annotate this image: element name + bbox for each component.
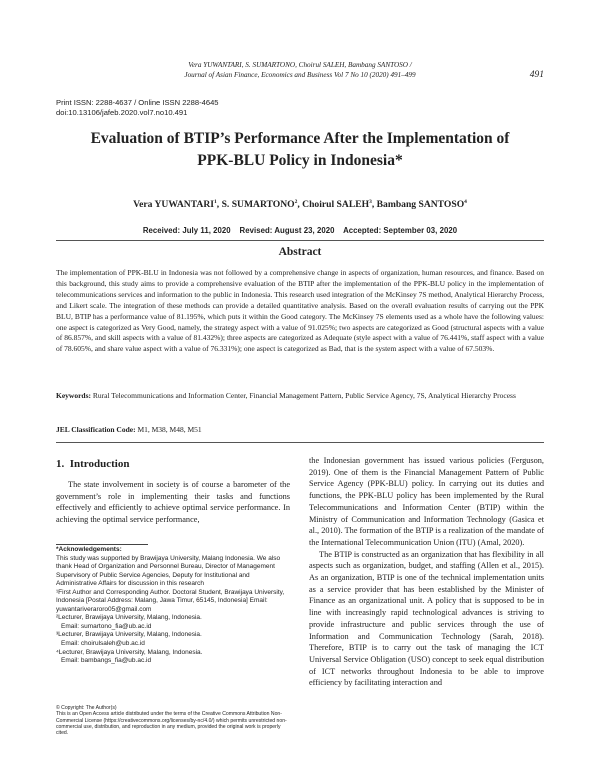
page-number: 491 — [529, 70, 544, 80]
introduction-paragraph-left: The state involvement in society is of course a barometer of the government’s role in implementing their tasks and functions effectively and efficiently to achieve optimal service performance. In achieving the optimal service performance, — [56, 480, 290, 525]
section-heading-introduction: 1. Introduction — [56, 458, 130, 470]
keywords-label: Keywords: — [56, 391, 91, 400]
footnote-author-1: ¹First Author and Corresponding Author. Doctoral Student, Brawijaya University, Indonesia [Postal Address: Malang, Jawa Timur, 65145, Indonesia] Email: yuwantariveraroro05@gmail.com — [56, 588, 285, 613]
author-affiliation-mark: 2 — [294, 199, 298, 205]
introduction-paragraph-right-2: The BTIP is constructed as an organization that has flexibility in all aspects such as organization, budget, and staffing (Allen et al., 2015). As an organization, BTIP is one of the technical implementation units as a service provider that has been established by the Minister of Finance as an organizational unit. A policy that is supposed to be in line with increasingly rapid technological advances is striving to provide infrastructure and public services through the use of Information and Communication Technology (Sarah, 2018). Therefore, BTIP is to carry out the task of managing the ICT Universal Service Obligation (USO) concept to seek equal distribution of ICT networks throughout Indonesia to be able to improve efficiency by facilitating interaction and — [309, 549, 544, 688]
author-name: Bambang SANTOSO — [376, 199, 465, 211]
issn-block — [56, 98, 219, 118]
submission-dates: Received: July 11, 2020 Revised: August 23, 2020 Accepted: September 03, 2020 — [142, 226, 458, 235]
copyright-line: © Copyright: The Author(s) — [56, 705, 117, 711]
dates-divider — [56, 240, 544, 241]
author-name: Choirul SALEH — [302, 199, 370, 211]
running-head — [140, 60, 460, 80]
jel-divider — [56, 442, 544, 443]
jel-codes: M1, M38, M48, M51 — [137, 425, 202, 434]
footnote-author-4: ⁴Lecturer, Brawijaya University, Malang, Indonesia. — [56, 648, 203, 656]
author-name: S. SUMARTONO — [221, 199, 295, 211]
footnote-author-2-email: Email: sumartono_fia@ub.ac.id — [61, 622, 152, 630]
running-head-authors: Vera YUWANTARI, S. SUMARTONO, Choirul SALEH, Bambang SANTOSO / — [188, 61, 412, 69]
doi-line: doi:10.13106/jafeb.2020.vol7.no10.491 — [56, 108, 188, 117]
introduction-paragraph-right-1: the Indonesian government has issued various policies (Ferguson, 2019). One of them is the Financial Management Pattern of Public Service Agency (PPK-BLU) policy. In carrying out its duties and functions, the PPK-BLU policy has been implemented by the Rural Telecommunications and Information Center (BTIP) within the Ministry of Communication and Information Technology (Gasica et al., 2010). The formation of the BTIP is a realization of the mandate of the International Telecommunication Union (ITU) (Amal, 2020). — [309, 456, 545, 547]
acknowledgements-title: *Acknowledgements: — [56, 546, 122, 553]
license-text: This is an Open Access article distributed under the terms of the Creative Commons Attribution Non-Commercial License (https://creativecommons.org/licenses/by-nc/4.0/) which permits unrestricted non-commercial use, distribution, and reproduction in any medium, provided the original work is properly cited. — [56, 711, 287, 737]
footnote-author-3-email: Email: choirulsaleh@ub.ac.id — [61, 640, 145, 648]
footnote-author-2: ²Lecturer, Brawijaya University, Malang, Indonesia. — [56, 614, 202, 622]
footnote-author-3: ³Lecturer, Brawijaya University, Malang, Indonesia. — [56, 631, 202, 639]
abstract-heading: Abstract — [278, 246, 322, 258]
copyright-notice — [56, 705, 290, 736]
author-affiliation-mark: 1 — [214, 199, 217, 205]
paper-title-line-2: PPK-BLU Policy in Indonesia* — [197, 152, 403, 169]
author-list: Vera YUWANTARI$^1$, S. SUMARTONO$^2$, Choirul SALEH$^3$, Bambang SANTOSO$^4$ — [133, 199, 467, 211]
introduction-right-column — [309, 455, 544, 689]
running-head-journal: Journal of Asian Finance, Economics and Business Vol 7 No 10 (2020) 491–499 — [184, 71, 416, 79]
paper-title-line-1: Evaluation of BTIP’s Performance After the Implementation of — [90, 130, 510, 147]
jel-classification — [56, 425, 544, 436]
acknowledgements-text: This study was supported by Brawijaya University, Malang Indonesia. We also thank Head of Organization and Personnel Bureau, Director of Management Supervisory of Public Service Agencies, Deputy for Institutional and Administrative Affairs for discussion in this research — [56, 554, 281, 588]
footnotes — [56, 546, 290, 666]
author-affiliation-mark: 4 — [464, 199, 467, 205]
paper-title — [56, 128, 544, 172]
jel-label: JEL Classification Code: — [56, 425, 136, 434]
keywords-text: Rural Telecommunications and Information Center, Financial Management Pattern, Public Service Agency, 7S, Analytical Hierarchy Process — [92, 391, 516, 400]
issn-line: Print ISSN: 2288-4637 / Online ISSN 2288-4645 — [56, 98, 219, 107]
footnote-divider — [56, 544, 148, 545]
abstract-text: The implementation of PPK-BLU in Indonesia was not followed by a comprehensive change in aspects of organization, human resources, and finance. Based on this background, this study aims to provide a comprehensive evaluation of the BTIP after the implementation of the PPK-BLU policy in the implementation of telecommunications services and information to the public in Indonesia. This research used integration of the McKinsey 7S method, Analytical Hierarchy Process, and Likert scale. The integration of these methods can provide a detailed quantitative analysis. Based on the overall evaluation results of carrying out the PPK BLU, BTIP has a performance value of 81.195%, which puts it within the Good category. The McKinsey 7S elements used as a whole have the following values: one aspect is categorized as Very Good, namely, the strategy aspect with a value of 91.025%; two aspects are categorized as Good (structural aspects with a value of 86.857%, and skill aspects with a value of 81.432%); three aspects are categorized as Adequate (style aspect with a value of 76.441%, staff aspect with a value of 78.605%, and share value aspect with a value of 76.331%); one aspect is categorized as Bad, that is the system aspect with a value of 67.503%. — [56, 268, 544, 354]
keywords — [56, 391, 544, 402]
footnote-author-4-email: Email: bambangs_fia@ub.ac.id — [61, 657, 152, 665]
author-affiliation-mark: 3 — [369, 199, 372, 205]
author-name: Vera YUWANTARI — [133, 199, 215, 211]
